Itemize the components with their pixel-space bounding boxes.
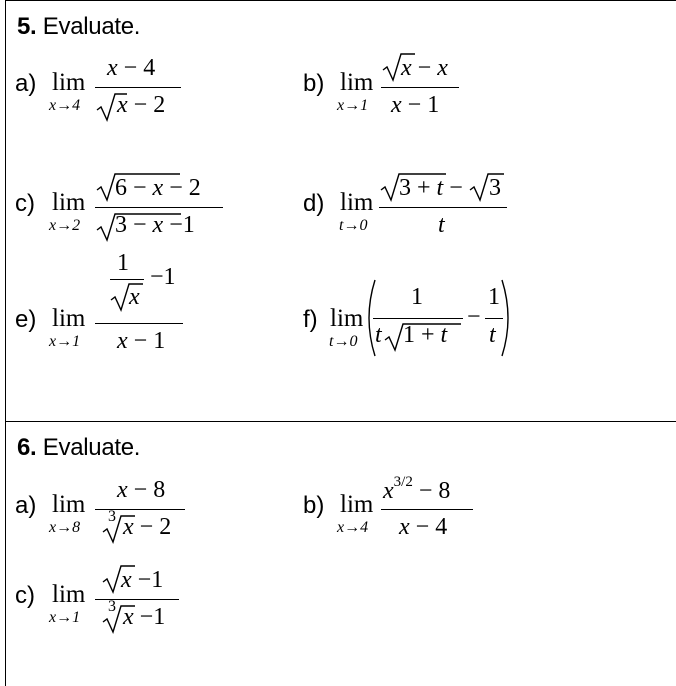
fraction-bar [379,207,507,208]
denominator: x −1 [123,604,166,630]
lim-subscript: x→1 [49,609,81,626]
first-denominator-radicand: 1 + t [403,322,448,348]
denominator: t [438,212,445,238]
lim-subscript: x→8 [49,519,81,536]
top-rule [5,0,676,1]
section-5-number: 5. [17,13,37,40]
fraction-bar [381,87,459,88]
denominator: x − 2 [117,92,166,118]
right-paren [498,278,518,358]
first-numerator: 1 [411,284,423,310]
denominator: x − 2 [123,514,172,540]
cube-root-index: 3 [108,508,116,525]
problem-label: b) [303,492,325,519]
problem-label: e) [15,306,37,333]
problem-label: b) [303,70,325,97]
cube-root-index: 3 [108,598,116,615]
second-denominator: t [489,322,496,348]
fraction-bar [95,323,183,324]
numerator: 3 + t − [399,175,463,201]
lim-subscript: t→0 [329,333,358,350]
section-5-title: Evaluate. [42,13,141,40]
problem-label: c) [15,190,35,217]
denominator: x − 4 [399,514,448,540]
problem-label: f) [303,306,318,333]
lim-subscript: t→0 [339,217,368,234]
lim-operator: lim [340,189,374,216]
lim-subscript: x→4 [337,519,369,536]
lim-subscript: x→1 [49,333,81,350]
lim-subscript: x→4 [49,97,81,114]
numerator: x − 4 [107,55,156,81]
lim-operator: lim [52,305,86,332]
inner-fraction-bar [110,279,144,280]
numerator: x − x [401,55,448,81]
section-divider [5,421,676,422]
numerator: 6 − x − 2 [115,175,201,201]
fraction-bar [95,207,223,208]
lim-operator: lim [330,305,364,332]
denominator: 3 − x −1 [115,212,195,238]
problem-label: a) [15,492,37,519]
minus-sign: − [467,304,481,330]
inner-denominator: x [129,284,140,310]
fraction-bar [373,318,463,319]
second-numerator: 1 [488,284,500,310]
lim-operator: lim [52,581,86,608]
numerator-tail: −1 [150,264,176,290]
denominator: x − 1 [117,328,166,354]
lim-subscript: x→2 [49,217,81,234]
numerator: $x^{3/2} - 8$ [383,474,451,504]
section-5-heading [17,13,140,41]
fraction-bar [95,87,181,88]
lim-operator: lim [52,69,86,96]
problem-label: c) [15,582,35,609]
section-6-title: Evaluate. [42,434,141,461]
problem-label: d) [303,190,325,217]
numerator: x −1 [121,567,164,593]
lim-operator: lim [52,189,86,216]
section-6-heading [17,434,140,462]
first-denominator: t [375,322,382,348]
lim-operator: lim [340,69,374,96]
inner-numerator: 1 [117,250,129,276]
numerator-tail: 3 [489,175,501,201]
denominator: x − 1 [391,92,440,118]
fraction-bar [381,509,473,510]
lim-operator: lim [340,491,374,518]
lim-operator: lim [52,491,86,518]
lim-subscript: x→1 [337,97,369,114]
section-6-number: 6. [17,434,37,461]
problem-label: a) [15,70,37,97]
numerator: x − 8 [117,477,166,503]
